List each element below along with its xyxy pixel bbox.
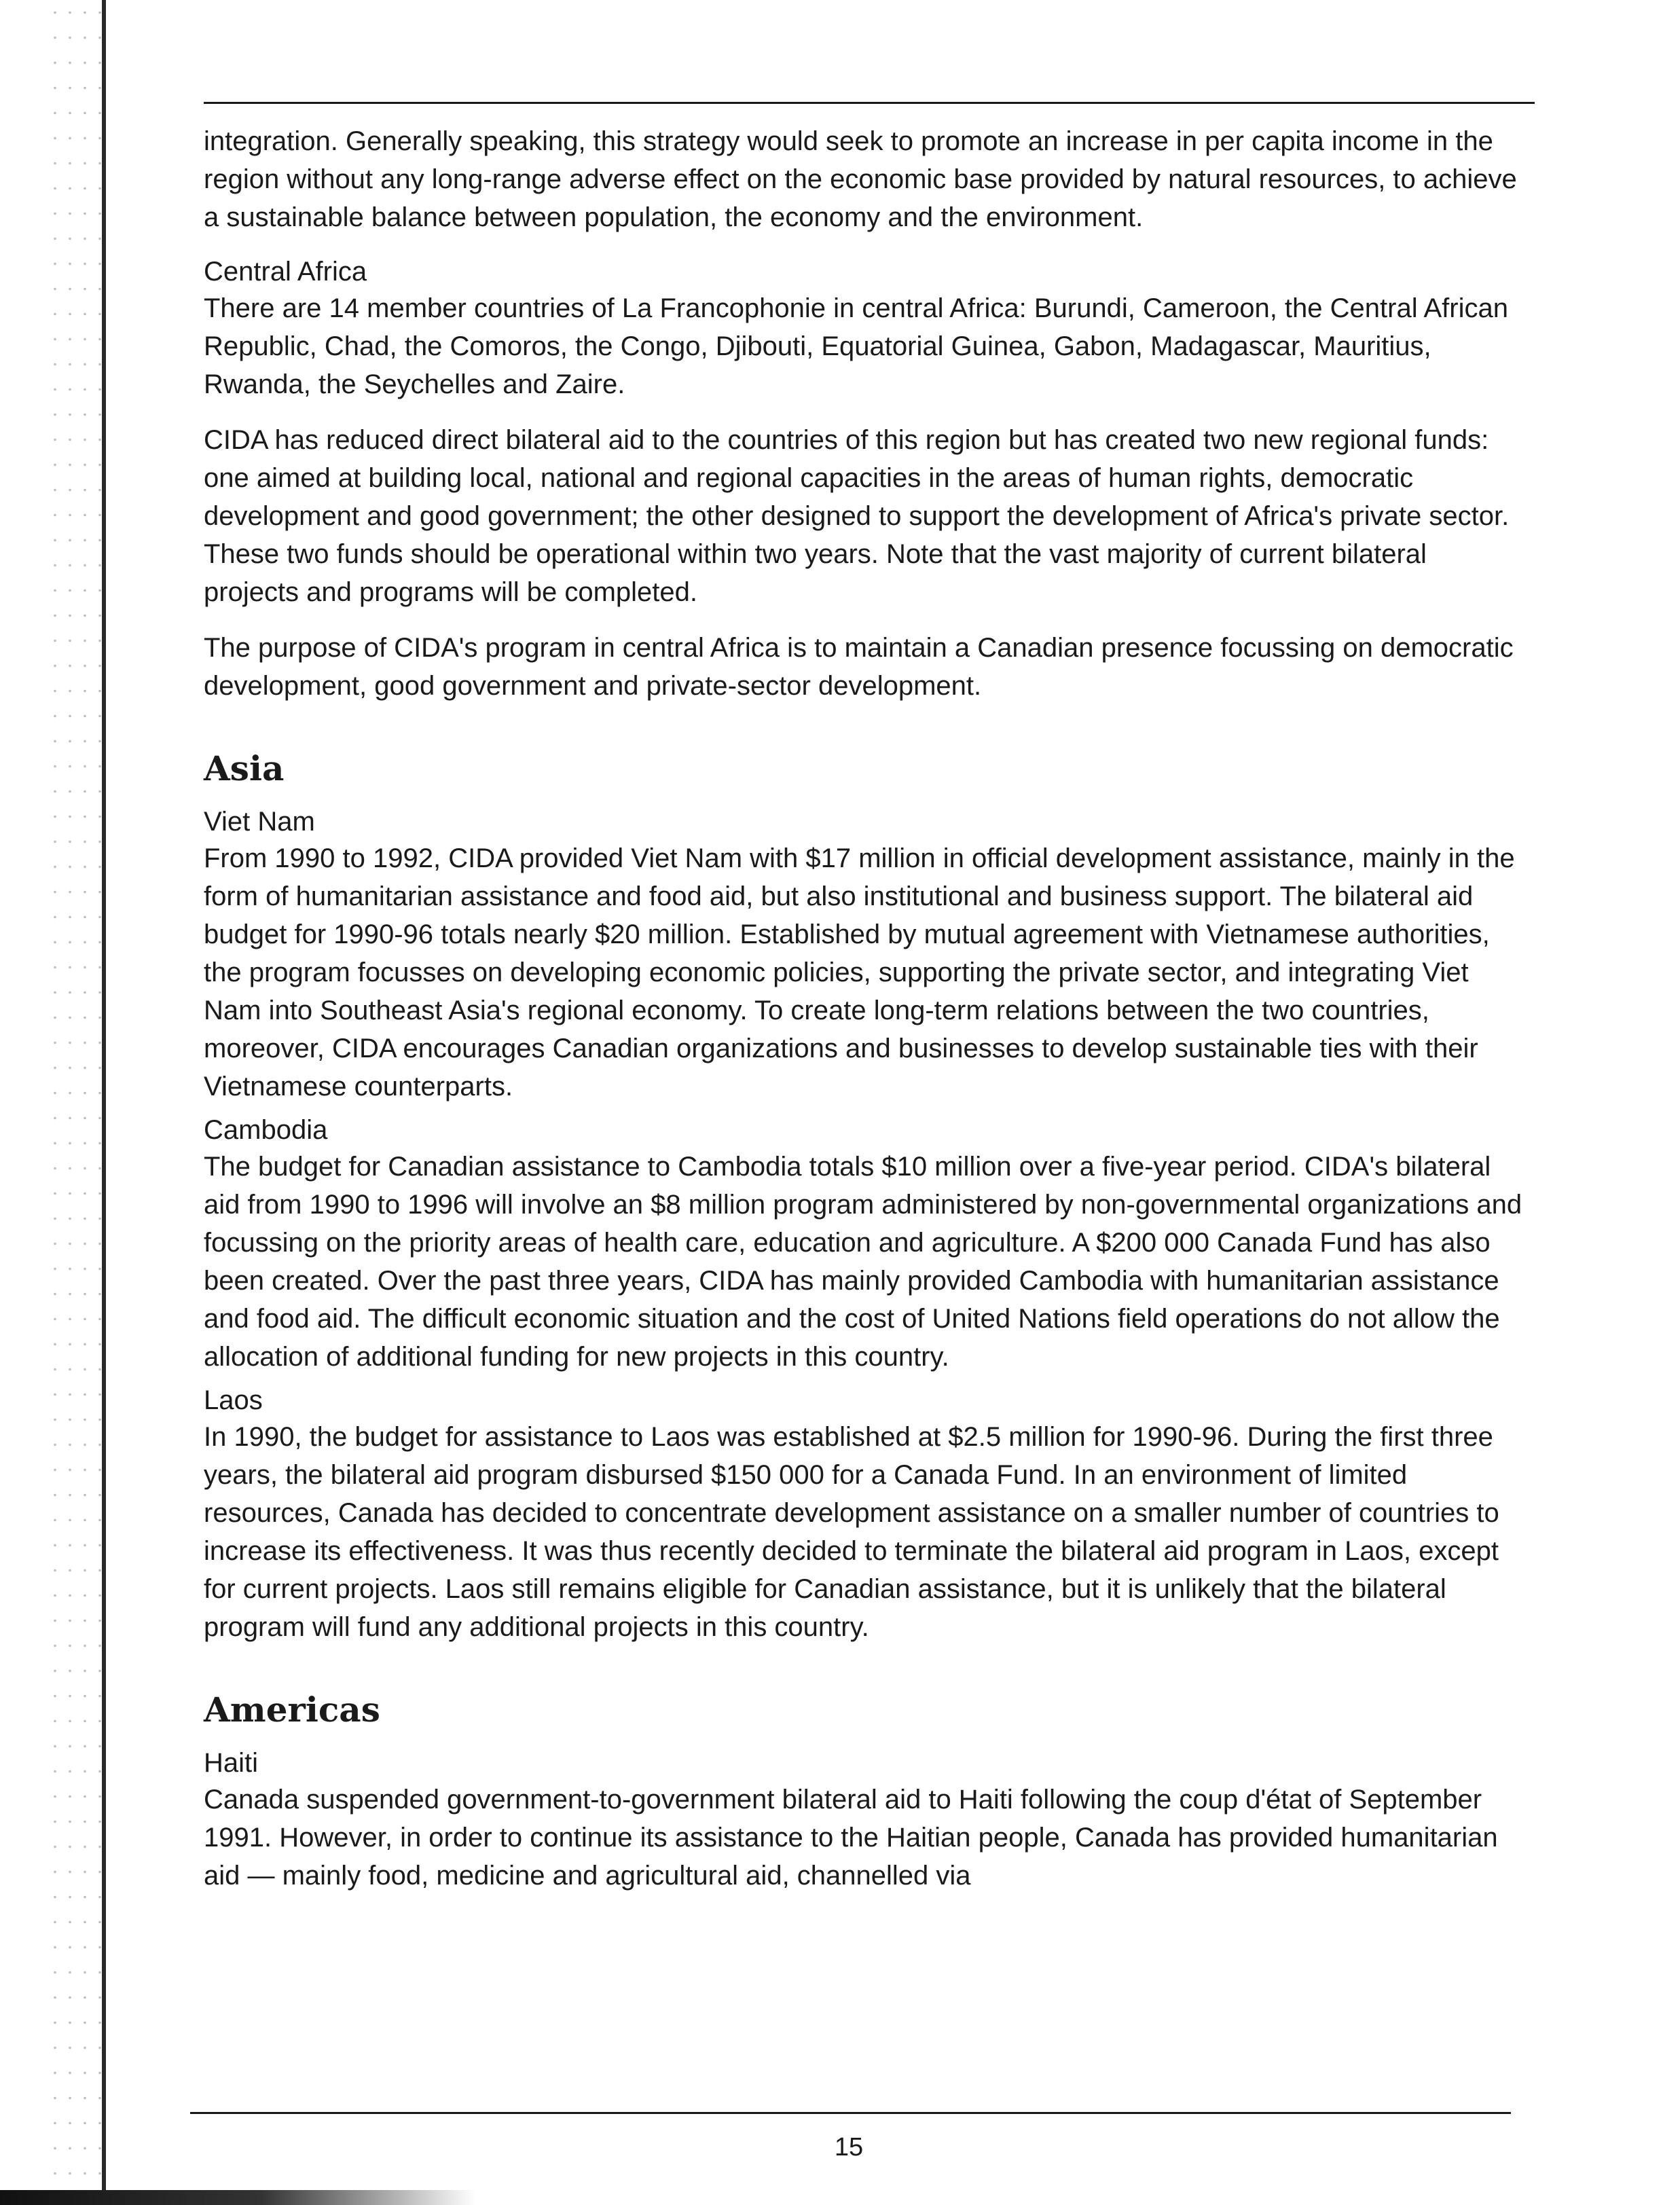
laos-paragraph: In 1990, the budget for assistance to Laos was established at $2.5 million for 1990-96. During the first three years, the bilateral aid program disbursed $150 000 for a Canada Fund. In an environment of limited resources, Canada has decided to concentrate development assistance on a smaller number of countries to increase its effectiveness. It was thus recently decided to terminate the bilateral aid program in Laos, except for current projects. Laos still remains eligible for Canadian assistance, but it is unlikely that the bilateral program will fund any additional projects in this country. [204,1422,1499,1642]
central-africa-paragraph-3: The purpose of CIDA's program in central Africa is to maintain a Canadian presence focussing on democratic development, good government and private-sector development. [204,633,1514,701]
scan-bottom-shadow [0,2190,475,2205]
bottom-rule [190,2112,1511,2114]
central-africa-heading: Central Africa [204,257,367,287]
intro-paragraph: integration. Generally speaking, this strategy would seek to promote an increase in per capita income in the region without any long-range adverse effect on the economic base provided by natural resources, to achieve a sustainable balance between population, the economy and the environment. [204,126,1517,232]
haiti-heading: Haiti [204,1748,259,1778]
cambodia-heading: Cambodia [204,1115,328,1145]
page-content [204,122,1528,1912]
viet-nam-paragraph: From 1990 to 1992, CIDA provided Viet Nam with $17 million in official development assistance, mainly in the form of humanitarian assistance and food aid, but also institutional and business support. The bilateral aid budget for 1990-96 totals nearly $20 million. Established by mutual agreement with Vietnamese authorities, the program focusses on developing economic policies, supporting the private sector, and integrating Viet Nam into Southeast Asia's regional economy. To create long-term relations between the two countries, moreover, CIDA encourages Canadian organizations and businesses to develop sustainable ties with their Vietnamese counterparts. [204,843,1515,1101]
cambodia-paragraph: The budget for Canadian assistance to Cambodia totals $10 million over a five-year period. CIDA's bilateral aid from 1990 to 1996 will involve an $8 million program administered by non-governmental organizations and focussing on the priority areas of health care, education and agriculture. A $200 000 Canada Fund has also been created. Over the past three years, CIDA has mainly provided Cambodia with humanitarian assistance and food aid. The difficult economic situation and the cost of United Nations field operations do not allow the allocation of additional funding for new projects in this country. [204,1152,1522,1372]
central-africa-paragraph-2: CIDA has reduced direct bilateral aid to the countries of this region but has created two new regional funds: one aimed at building local, national and regional capacities in the areas of human rights, democratic development and good government; the other designed to support the development of Africa's private sector. These two funds should be operational within two years. Note that the vast majority of current bilateral projects and programs will be completed. [204,425,1510,607]
haiti-paragraph: Canada suspended government-to-government bilateral aid to Haiti following the coup d'état of September 1991. However, in order to continue its assistance to the Haitian people, Canada has provided humanitarian aid — mainly food, medicine and agricultural aid, channelled via [204,1785,1498,1891]
scan-left-edge [0,0,109,2205]
central-africa-paragraph-1: There are 14 member countries of La Francophonie in central Africa: Burundi, Cameroon, the Central African Republic, Chad, the Comoros, the Congo, Djibouti, Equatorial Guinea, Gabon, Madagascar, Mauritius, Rwanda, the Seychelles and Zaire. [204,293,1508,399]
viet-nam-heading: Viet Nam [204,807,315,837]
laos-heading: Laos [204,1385,263,1415]
americas-section-title: Americas [204,1690,380,1730]
asia-section-title: Asia [204,748,285,788]
top-rule [204,102,1535,104]
scan-border-line [102,0,106,2205]
scan-speckle [48,0,102,2205]
page-number: 15 [834,2133,864,2162]
